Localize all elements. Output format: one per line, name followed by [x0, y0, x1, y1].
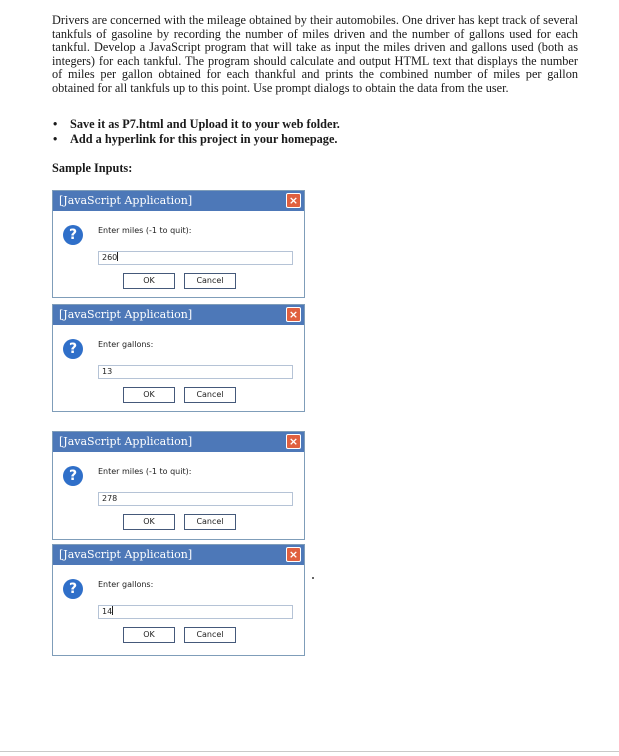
prompt-input[interactable] — [98, 492, 293, 506]
dialog-title: [JavaScript Application] — [59, 194, 193, 207]
question-icon: ? — [63, 466, 83, 486]
prompt-dialog — [52, 304, 305, 412]
dialog-titlebar — [53, 545, 304, 565]
text-caret — [112, 606, 113, 615]
requirements-list — [52, 117, 340, 146]
dialog-titlebar — [53, 305, 304, 325]
dialog-title: [JavaScript Application] — [59, 308, 193, 321]
prompt-label: Enter gallons: — [98, 580, 154, 589]
ok-button[interactable]: OK — [123, 387, 175, 403]
close-button[interactable]: × — [286, 547, 301, 562]
input-value: 278 — [102, 494, 118, 503]
bullet-symbol: • — [53, 131, 58, 146]
ok-button[interactable]: OK — [123, 273, 175, 289]
ok-button[interactable]: OK — [123, 627, 175, 643]
prompt-label: Enter miles (-1 to quit): — [98, 467, 192, 476]
question-icon: ? — [63, 339, 83, 359]
prompt-dialog — [52, 431, 305, 540]
dialog-title: [JavaScript Application] — [59, 435, 193, 448]
prompt-label: Enter miles (-1 to quit): — [98, 226, 192, 235]
ok-button[interactable]: OK — [123, 514, 175, 530]
bullet-symbol: • — [53, 117, 58, 131]
close-button[interactable]: × — [286, 193, 301, 208]
input-value: 13 — [102, 367, 113, 376]
instructions-paragraph: Drivers are concerned with the mileage obtained by their automobiles. One driver has kept track of several tankfuls of gasoline by recording the number of miles driven and the number of gallons used for each tankful. Develop a JavaScript program that will take as input the miles driven and gallons used (both as integers) for each tankful. The program should calculate and output HTML text that displays the number of miles per gallon obtained for each thankful and prints the combined number of miles per gallon obtained for all tankfuls up to this point. Use prompt dialogs to obtain the data from the user. — [52, 13, 578, 95]
prompt-dialog — [52, 544, 305, 656]
requirement-item — [52, 132, 340, 147]
input-value: 260 — [102, 253, 118, 262]
requirement-text: Add a hyperlink for this project in your homepage. — [70, 131, 338, 146]
prompt-input[interactable] — [98, 605, 293, 619]
text-caret — [117, 252, 118, 261]
cancel-button[interactable]: Cancel — [184, 387, 236, 403]
requirement-text: Save it as P7.html and Upload it to your web folder. — [70, 117, 340, 131]
scan-edge-line — [0, 751, 619, 752]
close-button[interactable]: × — [286, 434, 301, 449]
prompt-dialog — [52, 190, 305, 298]
scan-speck — [312, 577, 314, 579]
dialog-title: [JavaScript Application] — [59, 548, 193, 561]
cancel-button[interactable]: Cancel — [184, 273, 236, 289]
question-icon: ? — [63, 579, 83, 599]
requirement-item — [52, 117, 340, 132]
close-button[interactable]: × — [286, 307, 301, 322]
cancel-button[interactable]: Cancel — [184, 627, 236, 643]
prompt-label: Enter gallons: — [98, 340, 154, 349]
sample-inputs-heading: Sample Inputs: — [52, 161, 133, 175]
prompt-input[interactable] — [98, 251, 293, 265]
dialog-titlebar — [53, 432, 304, 452]
cancel-button[interactable]: Cancel — [184, 514, 236, 530]
question-icon: ? — [63, 225, 83, 245]
prompt-input[interactable] — [98, 365, 293, 379]
dialog-titlebar — [53, 191, 304, 211]
input-value: 14 — [102, 607, 113, 616]
